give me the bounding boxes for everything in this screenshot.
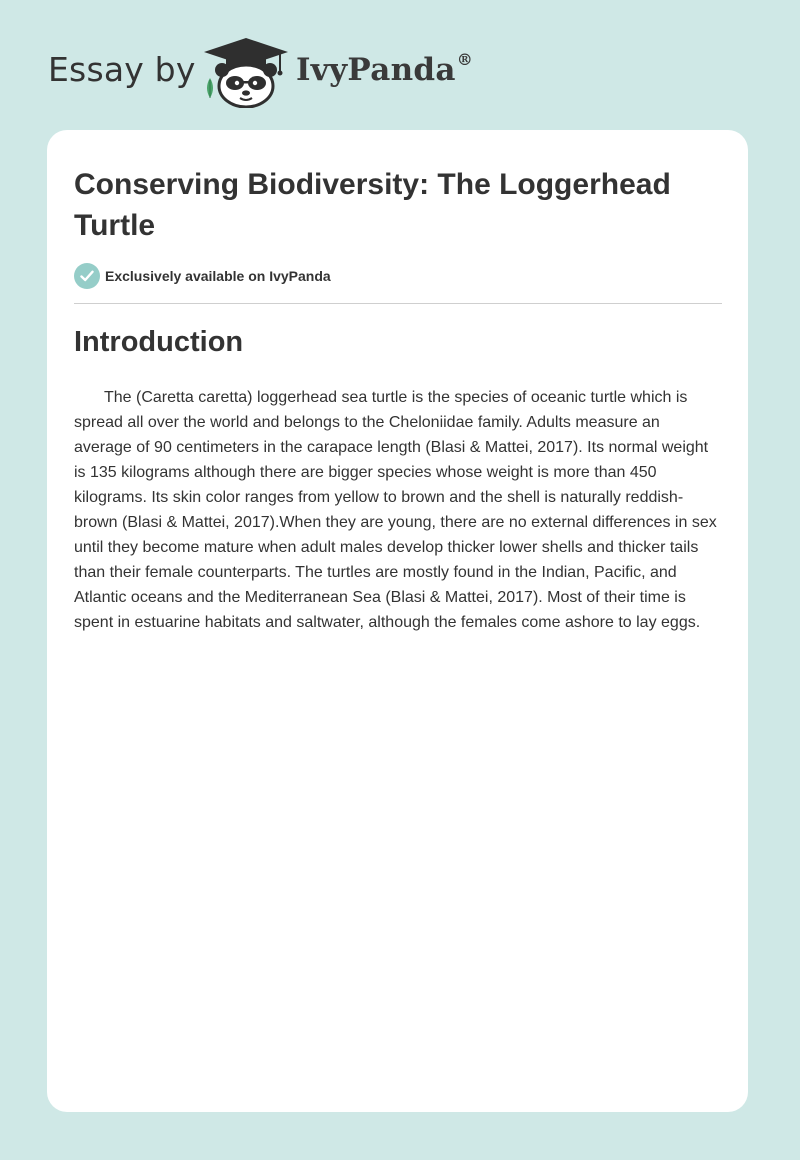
site-header: [0, 0, 800, 130]
essay-by-label: Essay by: [48, 50, 196, 89]
introduction-paragraph: The (Caretta caretta) loggerhead sea turtle is the species of oceanic turtle which is spread all over the world and belongs to the Cheloniidae family. Adults measure an average of 90 centimeters in the carapace length (Blasi & Mattei, 2017). Its normal weight is 135 kilograms although there are bigger species whose weight is more than 450 kilograms. Its skin color ranges from yellow to brown and the shell is naturally reddish-brown (Blasi & Mattei, 2017).When they are young, there are no external differences in sex until they become mature when adult males develop thicker lower shells and thicker tails than their female counterparts. The turtles are mostly found in the Indian, Pacific, and Atlantic oceans and the Mediterranean Sea (Blasi & Mattei, 2017). Most of their time is spent in estuarine habitats and saltwater, although the females come ashore to lay eggs.: [74, 389, 717, 631]
exclusive-badge: [74, 263, 331, 289]
essay-card: [47, 130, 748, 1112]
brand-name[interactable]: [296, 49, 474, 88]
essay-title: Conserving Biodiversity: The Loggerhead Turtle: [74, 168, 671, 242]
brand-label: IvyPanda: [296, 52, 456, 88]
title-divider: [74, 303, 722, 304]
registered-mark: ®: [456, 49, 474, 69]
check-circle-icon: [74, 263, 100, 289]
panda-graduate-icon[interactable]: [200, 36, 292, 108]
exclusive-badge-label: Exclusively available on IvyPanda: [105, 268, 331, 284]
section-heading-introduction: Introduction: [74, 326, 244, 358]
